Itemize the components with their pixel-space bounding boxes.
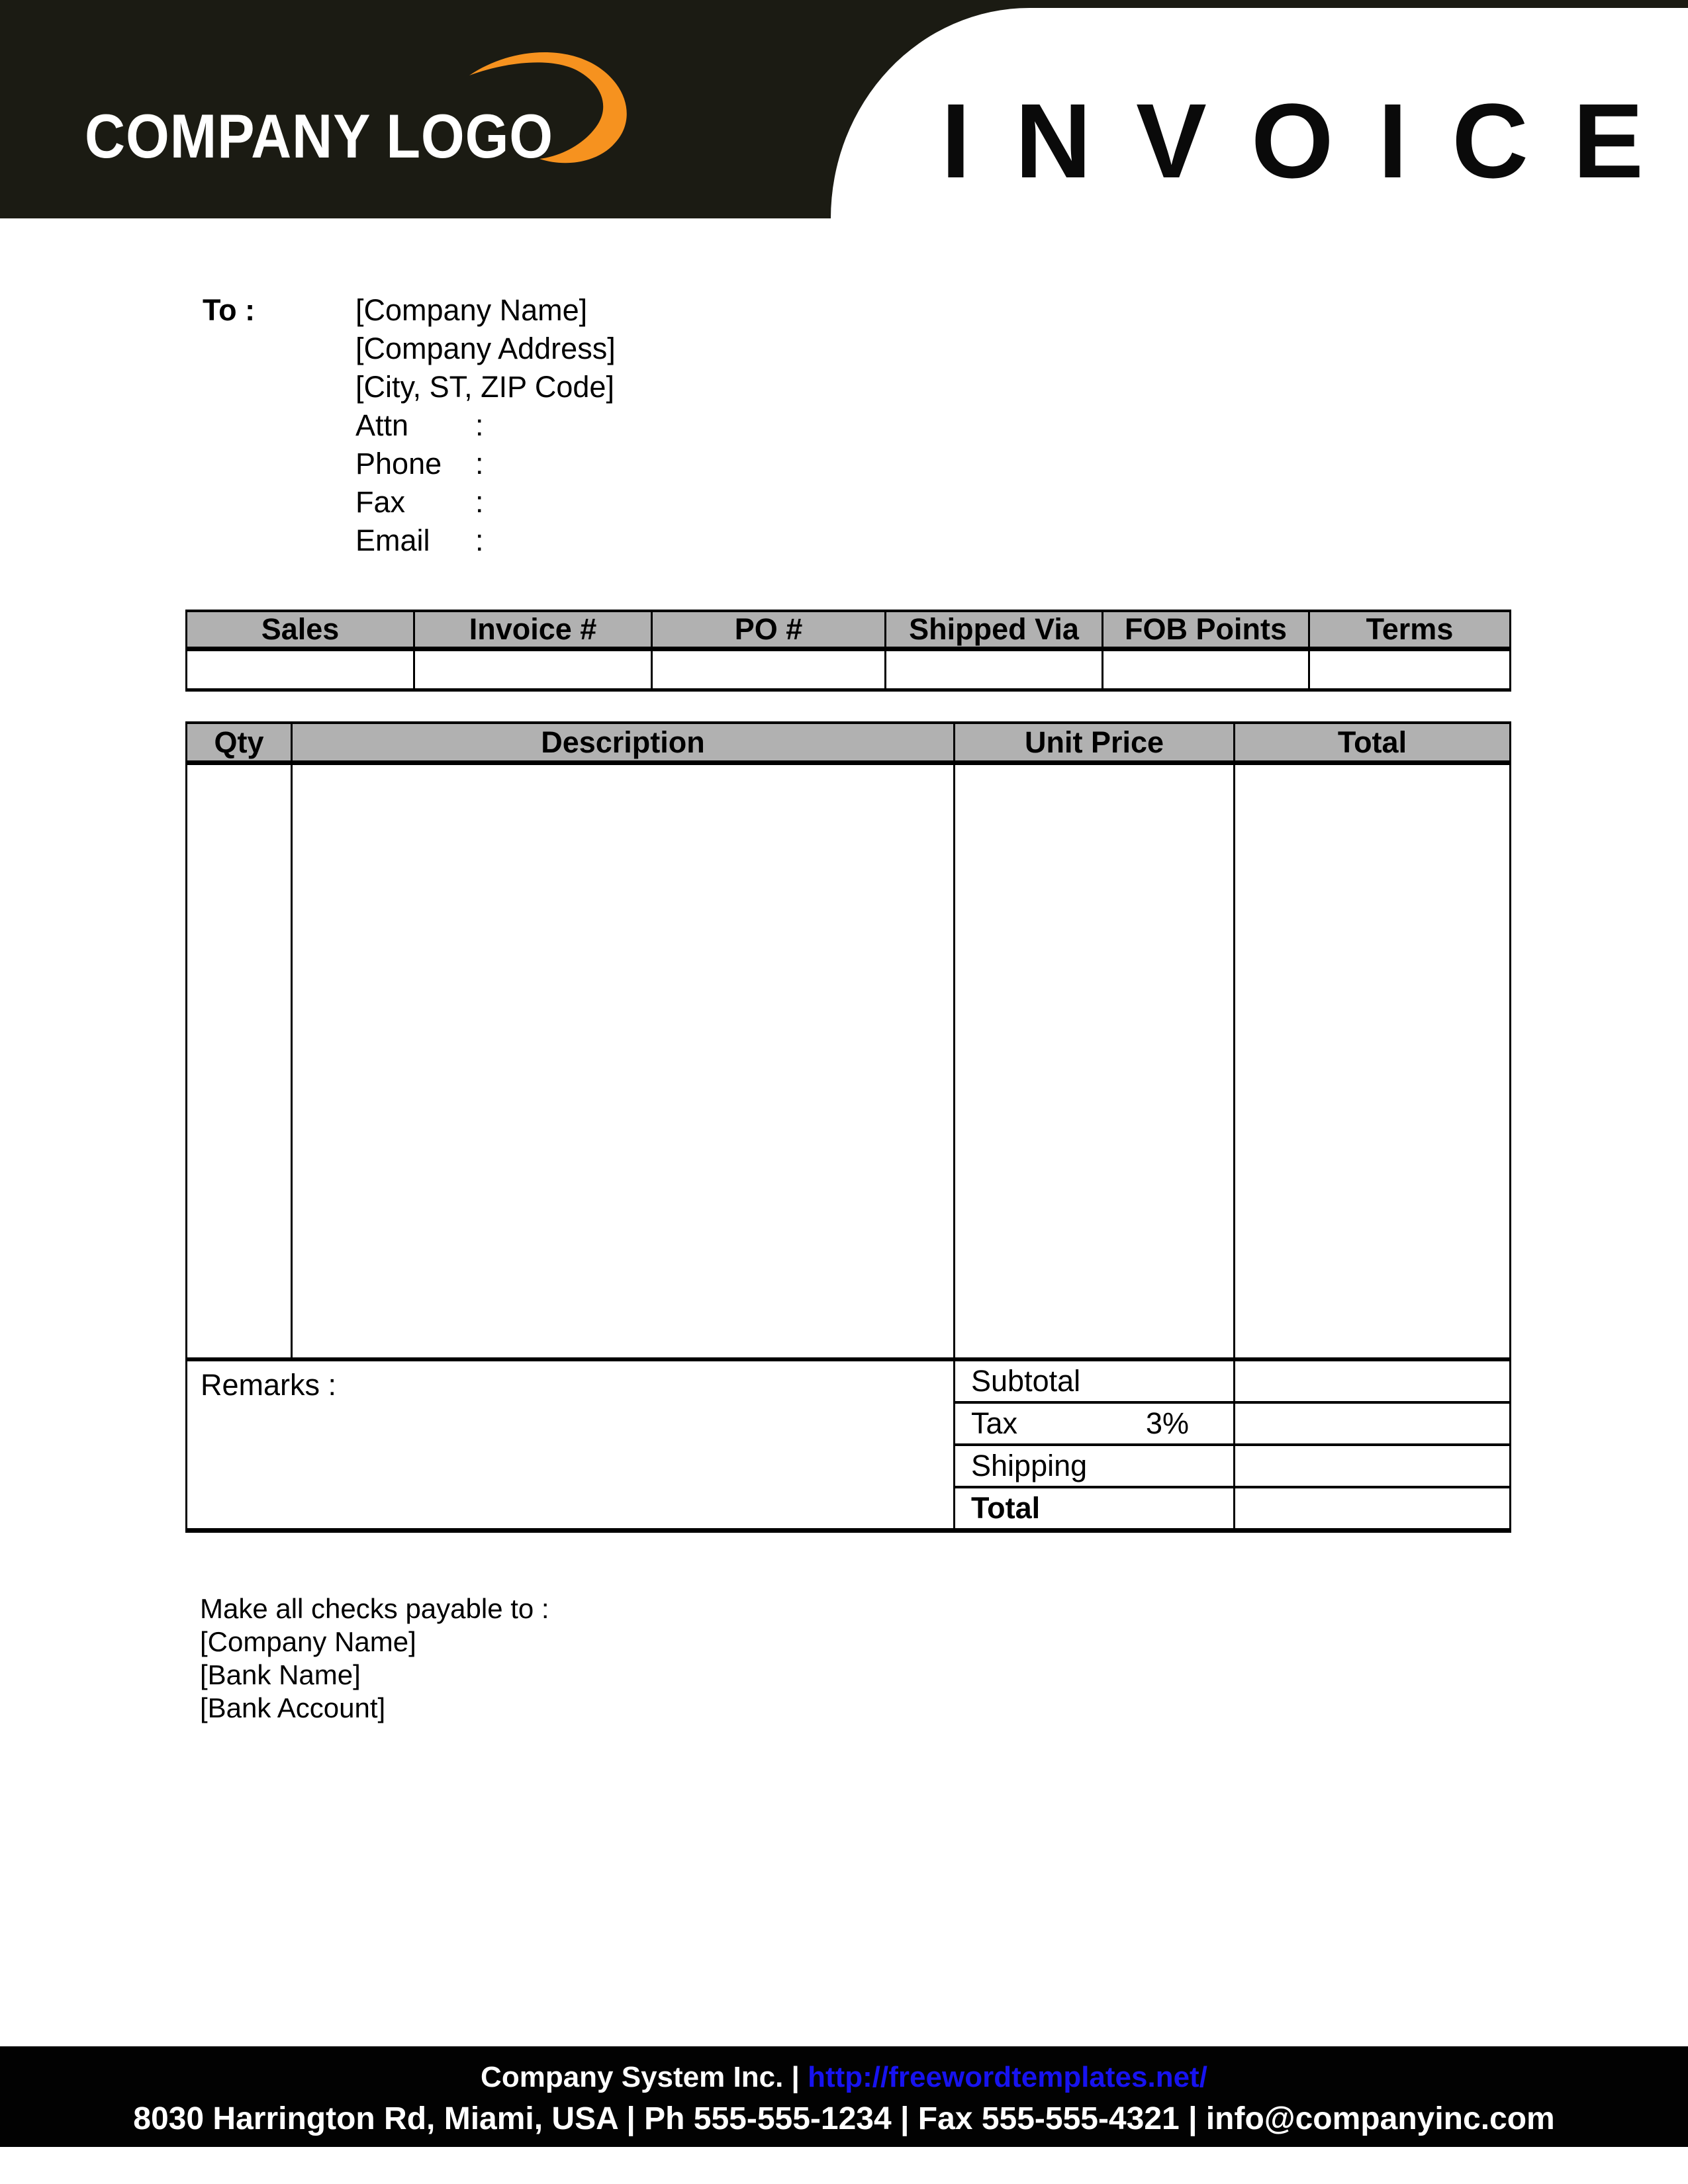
footer-address-line: 8030 Harrington Rd, Miami, USA | Ph 555-555-1234 | Fax 555-555-4321 | info@companyinc.com — [133, 2101, 1555, 2136]
shipping-value-cell — [1235, 1445, 1511, 1487]
po-number-value-cell — [652, 649, 886, 690]
sales-header: Sales — [187, 611, 414, 649]
fax-label: Fax — [355, 485, 406, 519]
footer-band — [0, 2046, 1688, 2147]
sales-value-cell — [187, 649, 414, 690]
unit-price-cell — [955, 763, 1235, 1360]
order-info-table — [185, 610, 1511, 692]
terms-value-cell — [1309, 649, 1511, 690]
footer-website-link[interactable]: http://freewordtemplates.net/ — [808, 2061, 1207, 2093]
payment-instructions — [200, 1592, 549, 1725]
grand-total-value-cell — [1235, 1487, 1511, 1531]
fob-points-header: FOB Points — [1103, 611, 1309, 649]
bank-name: [Bank Name] — [200, 1659, 361, 1690]
bank-account: [Bank Account] — [200, 1692, 386, 1723]
description-cell — [292, 763, 955, 1360]
email-separator: : — [475, 523, 484, 557]
order-info-value-row — [187, 649, 1511, 690]
phone-label: Phone — [355, 447, 442, 480]
logo-swoosh-icon — [461, 42, 640, 171]
qty-header: Qty — [187, 723, 292, 763]
remarks-cell: Remarks : — [187, 1359, 955, 1531]
attn-label: Attn — [355, 408, 409, 442]
recipient-company-address: [Company Address] — [355, 332, 616, 365]
footer-separator: | — [791, 2061, 800, 2093]
document-title: INVOICE — [941, 81, 1688, 200]
subtotal-value-cell — [1235, 1359, 1511, 1402]
recipient-company-name: [Company Name] — [355, 293, 588, 327]
recipient-field-row — [203, 445, 616, 483]
po-number-header: PO # — [652, 611, 886, 649]
order-info-header-row — [187, 611, 1511, 649]
recipient-city-line: [City, ST, ZIP Code] — [355, 370, 614, 404]
tax-value-cell — [1235, 1402, 1511, 1445]
company-logo-text: COMPANY LOGO — [85, 101, 554, 171]
shipped-via-value-cell — [886, 649, 1103, 690]
qty-cell — [187, 763, 292, 1360]
invoice-number-value-cell — [414, 649, 652, 690]
tax-label: Tax — [971, 1406, 1018, 1440]
recipient-row — [203, 330, 616, 368]
fax-separator: : — [475, 485, 484, 519]
footer-company-name: Company System Inc. — [481, 2061, 784, 2093]
email-label: Email — [355, 523, 430, 557]
recipient-field-row — [203, 522, 616, 560]
unit-price-header: Unit Price — [955, 723, 1235, 763]
total-cell — [1235, 763, 1511, 1360]
recipient-field-row — [203, 406, 616, 445]
line-items-table — [185, 721, 1511, 1533]
tax-label-cell — [955, 1402, 1235, 1445]
payable-company-name: [Company Name] — [200, 1626, 416, 1657]
total-header: Total — [1235, 723, 1511, 763]
items-header-row — [187, 723, 1511, 763]
terms-header: Terms — [1309, 611, 1511, 649]
shipped-via-header: Shipped Via — [886, 611, 1103, 649]
phone-separator: : — [475, 447, 484, 480]
footer-company-line — [0, 2061, 1688, 2094]
recipient-row — [203, 368, 616, 406]
to-label: To : — [203, 293, 256, 327]
description-header: Description — [292, 723, 955, 763]
fob-points-value-cell — [1103, 649, 1309, 690]
summary-row-subtotal — [187, 1359, 1511, 1402]
item-row — [187, 763, 1511, 1360]
attn-separator: : — [475, 408, 484, 442]
subtotal-label: Subtotal — [955, 1359, 1235, 1402]
grand-total-label: Total — [955, 1487, 1235, 1531]
invoice-number-header: Invoice # — [414, 611, 652, 649]
checks-payable-line: Make all checks payable to : — [200, 1593, 549, 1624]
recipient-block — [203, 291, 616, 560]
recipient-field-row — [203, 483, 616, 522]
header-band — [0, 0, 1688, 218]
shipping-label: Shipping — [955, 1445, 1235, 1487]
recipient-row — [203, 291, 616, 330]
tax-rate: 3% — [1146, 1406, 1190, 1440]
